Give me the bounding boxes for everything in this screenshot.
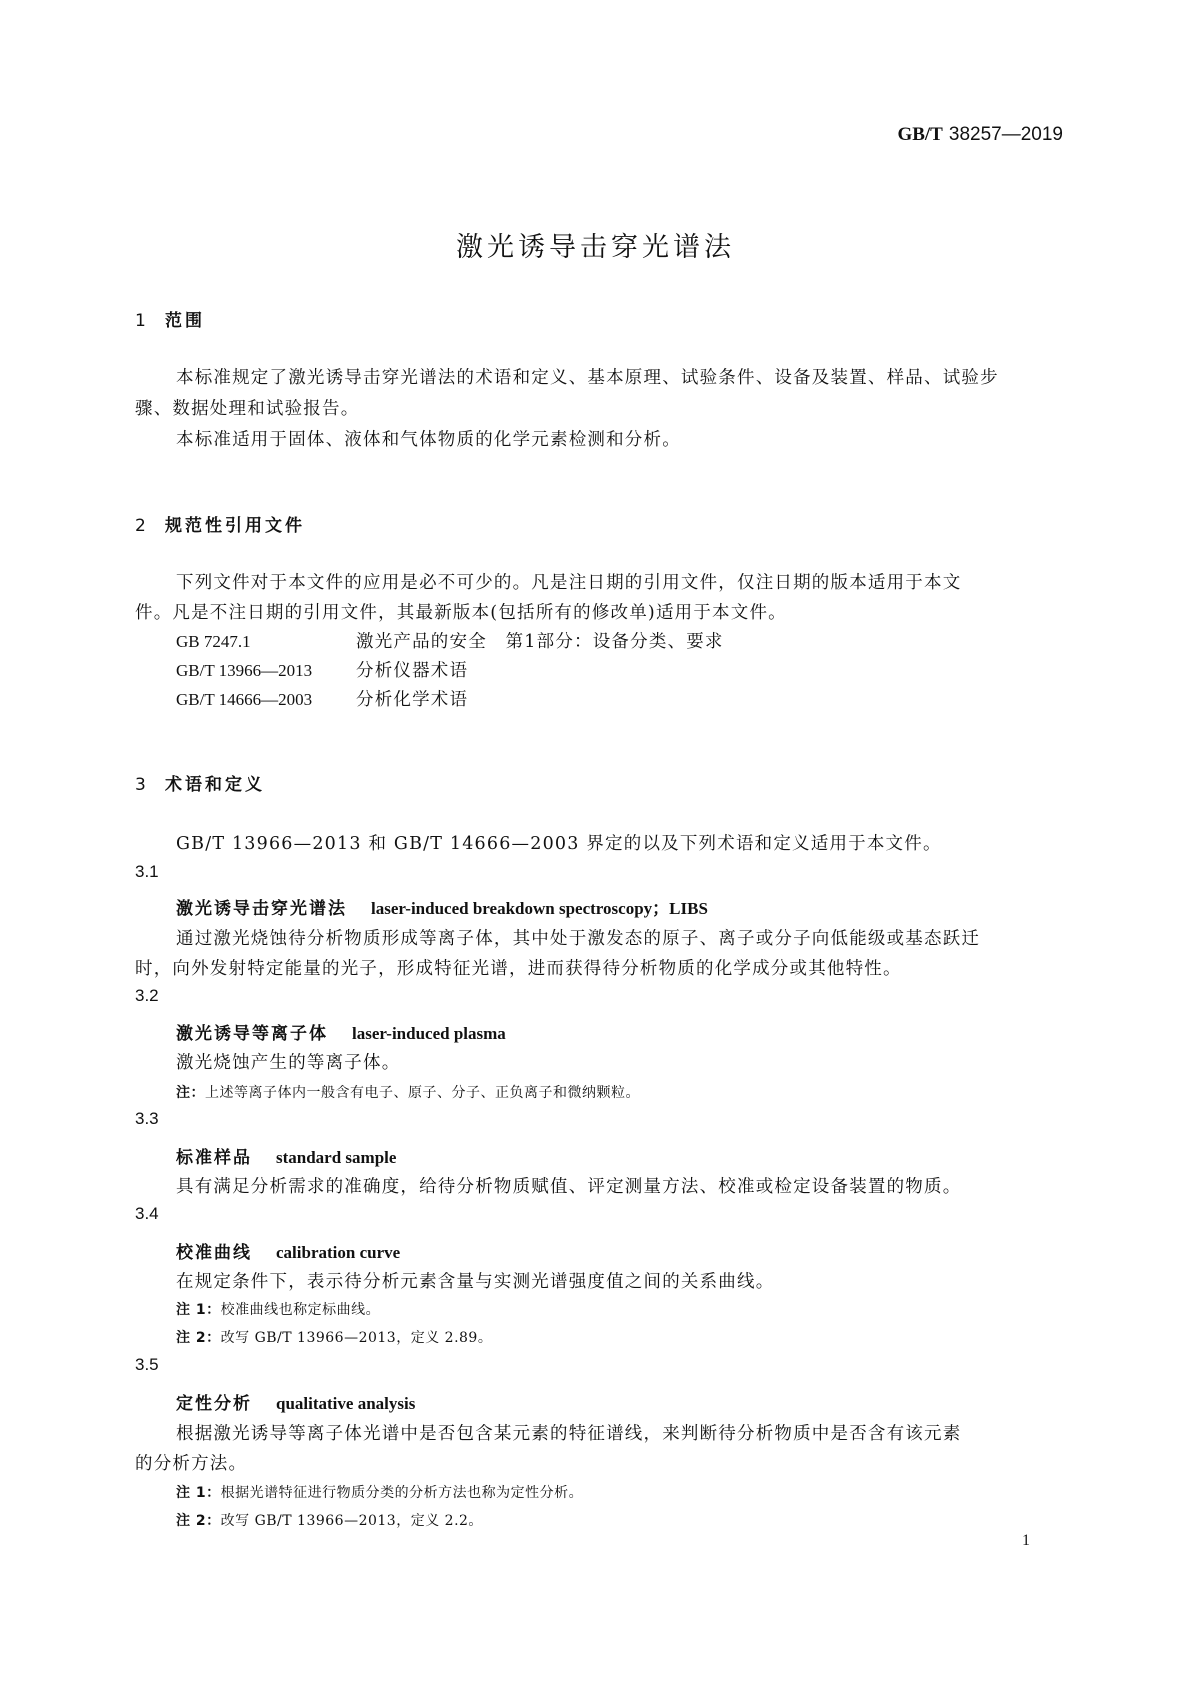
term-definition-line: 激光烧蚀产生的等离子体。: [176, 1053, 401, 1073]
term-note: [176, 1510, 483, 1530]
reference-item: [176, 657, 468, 682]
term-heading: [176, 894, 708, 919]
term-heading: [176, 1019, 506, 1044]
note-label: 注 2：: [176, 1330, 221, 1346]
term-definition-line: 时，向外发射特定能量的光子，形成特征光谱，进而获得待分析物质的化学成分或其他特性。: [135, 959, 902, 979]
section-number: 1: [135, 311, 146, 331]
term-note: [176, 1482, 583, 1502]
standard-number: 38257—2019: [948, 124, 1063, 145]
section-number: 2: [135, 516, 146, 536]
term-note: [176, 1299, 380, 1319]
term-definition-line: 具有满足分析需求的准确度，给待分析物质赋值、评定测量方法、校准或检定设备装置的物质。: [176, 1177, 962, 1197]
section-title: 范围: [165, 311, 205, 331]
term-en: laser-induced plasma: [352, 1024, 506, 1043]
term-definition-line: 的分析方法。: [135, 1454, 248, 1474]
page-number: 1: [1022, 1532, 1030, 1549]
note-label: 注 1：: [176, 1485, 221, 1501]
note-text: 校准曲线也称定标曲线。: [220, 1302, 381, 1318]
clause-number: 3.3: [135, 1109, 159, 1128]
clause-number: 3.2: [135, 986, 159, 1005]
note-text: 上述等离子体内一般含有电子、原子、分子、正负离子和微纳颗粒。: [205, 1085, 640, 1101]
term-heading: [176, 1238, 400, 1263]
clause-number: 3.4: [135, 1204, 159, 1223]
reference-item: [176, 686, 468, 711]
standard-code: [897, 123, 1063, 146]
section-number: 3: [135, 775, 146, 795]
term-cn: 校准曲线: [176, 1243, 252, 1263]
clause-number: 3.5: [135, 1355, 159, 1374]
term-en: calibration curve: [276, 1243, 401, 1262]
term-definition-line: 通过激光烧蚀待分析物质形成等离子体，其中处于激发态的原子、离子或分子向低能级或基态跃迁: [176, 929, 981, 949]
reference-title: 分析化学术语: [356, 690, 469, 710]
term-heading: [176, 1389, 415, 1414]
term-en: standard sample: [276, 1148, 397, 1167]
term-cn: 激光诱导击穿光谱法: [176, 899, 347, 919]
reference-code: GB 7247.1: [176, 632, 251, 651]
reference-title: 激光产品的安全 第1部分：设备分类、要求: [356, 632, 724, 652]
note-label: 注 2：: [176, 1513, 221, 1529]
term-note: [176, 1082, 640, 1102]
term-cn: 激光诱导等离子体: [176, 1024, 328, 1044]
term-heading: [176, 1143, 396, 1168]
term-cn: 定性分析: [176, 1394, 252, 1414]
terms-intro: GB/T 13966—2013 和 GB/T 14666—2003 界定的以及下列术语和定义适用于本文件。: [176, 834, 942, 854]
section-heading-normative-references: [135, 511, 305, 536]
reference-code: GB/T 13966—2013: [176, 661, 313, 680]
section-heading-terms-definitions: [135, 770, 265, 795]
term-definition-line: 在规定条件下，表示待分析元素含量与实测光谱强度值之间的关系曲线。: [176, 1272, 775, 1292]
note-text: 改写 GB/T 13966—2013，定义 2.2。: [220, 1513, 483, 1529]
note-label: 注 1：: [176, 1302, 221, 1318]
term-en: qualitative analysis: [276, 1394, 416, 1413]
document-title: 激光诱导击穿光谱法: [456, 232, 735, 263]
reference-code: GB/T 14666—2003: [176, 690, 313, 709]
reference-title: 分析仪器术语: [356, 661, 469, 681]
section-title: 规范性引用文件: [165, 516, 305, 536]
references-paragraph-line: 件。凡是不注日期的引用文件，其最新版本(包括所有的修改单)适用于本文件。: [135, 603, 787, 623]
clause-number: 3.1: [135, 862, 159, 881]
scope-paragraph-line: 骤、数据处理和试验报告。: [135, 399, 360, 419]
standard-prefix: GB/T: [897, 124, 943, 145]
references-paragraph-line: 下列文件对于本文件的应用是必不可少的。凡是注日期的引用文件，仅注日期的版本适用于本文: [176, 573, 962, 593]
note-label: 注：: [176, 1085, 205, 1101]
note-text: 根据光谱特征进行物质分类的分析方法也称为定性分析。: [220, 1485, 584, 1501]
term-cn: 标准样品: [176, 1148, 252, 1168]
scope-paragraph: 本标准适用于固体、液体和气体物质的化学元素检测和分析。: [176, 430, 681, 450]
term-definition-line: 根据激光诱导等离子体光谱中是否包含某元素的特征谱线，来判断待分析物质中是否含有该元素: [176, 1424, 962, 1444]
note-text: 改写 GB/T 13966—2013，定义 2.89。: [220, 1330, 493, 1346]
term-note: [176, 1327, 492, 1347]
term-en: laser-induced breakdown spectroscopy；LIBS: [371, 899, 708, 918]
scope-paragraph-line: 本标准规定了激光诱导击穿光谱法的术语和定义、基本原理、试验条件、设备及装置、样品、试验步: [176, 368, 999, 388]
reference-item: [176, 628, 724, 653]
section-heading-scope: [135, 306, 205, 331]
section-title: 术语和定义: [165, 775, 265, 795]
